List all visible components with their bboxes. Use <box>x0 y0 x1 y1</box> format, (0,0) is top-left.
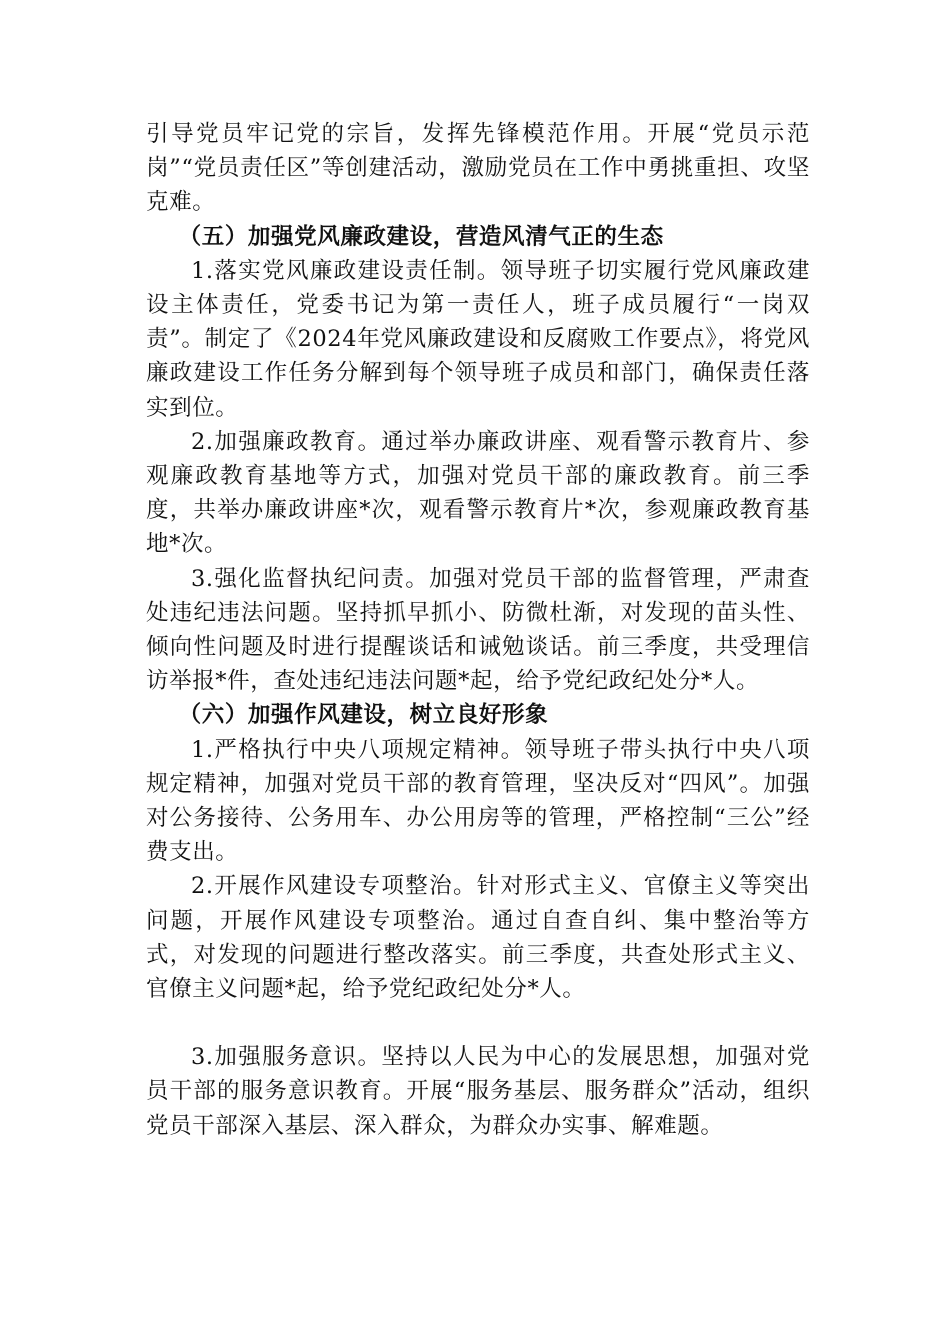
paragraph-6-2: 2.开展作风建设专项整治。针对形式主义、官僚主义等突出问题，开展作风建设专项整治。通过自查自纠、集中整治等方式，对发现的问题进行整改落实。前三季度，共查处形式主义、官僚主义问题*起，给予党纪政纪处分*人。 <box>146 873 810 1003</box>
paragraph-5-2: 2.加强廉政教育。通过举办廉政讲座、观看警示教育片、参观廉政教育基地等方式，加强对党员干部的廉政教育。前三季度，共举办廉政讲座*次，观看警示教育片*次，参观廉政教育基地*次。 <box>146 428 810 558</box>
section-heading-5: （五）加强党风廉政建设，营造风清气正的生态 <box>178 223 664 250</box>
paragraph-6-1: 1.严格执行中央八项规定精神。领导班子带头执行中央八项规定精神，加强对党员干部的教育管理，坚决反对“四风”。加强对公务接待、公务用车、办公用房等的管理，严格控制“三公”经费支出。 <box>146 736 810 866</box>
document-body <box>146 117 810 1143</box>
paragraph-6-3: 3.加强服务意识。坚持以人民为中心的发展思想，加强对党员干部的服务意识教育。开展“服务基层、服务群众”活动，组织党员干部深入基层、深入群众，为群众办实事、解难题。 <box>146 1044 810 1139</box>
paragraph-5-3: 3.强化监督执纪问责。加强对党员干部的监督管理，严肃查处违纪违法问题。坚持抓早抓小、防微杜渐，对发现的苗头性、倾向性问题及时进行提醒谈话和诫勉谈话。前三季度，共受理信访举报*件，查处违纪违法问题*起，给予党纪政纪处分*人。 <box>146 565 810 695</box>
paragraph-gap <box>146 1006 810 1040</box>
section-heading-6: （六）加强作风建设，树立良好形象 <box>178 702 549 729</box>
paragraph-party-member-role: 引导党员牢记党的宗旨，发挥先锋模范作用。开展“党员示范岗”“党员责任区”等创建活动，激励党员在工作中勇挑重担、攻坚克难。 <box>146 121 810 216</box>
paragraph-5-1: 1.落实党风廉政建设责任制。领导班子切实履行党风廉政建设主体责任，党委书记为第一责任人，班子成员履行“一岗双责”。制定了《2024年党风廉政建设和反腐败工作要点》，将党风廉政建设工作任务分解到每个领导班子成员和部门，确保责任落实到位。 <box>146 257 810 421</box>
